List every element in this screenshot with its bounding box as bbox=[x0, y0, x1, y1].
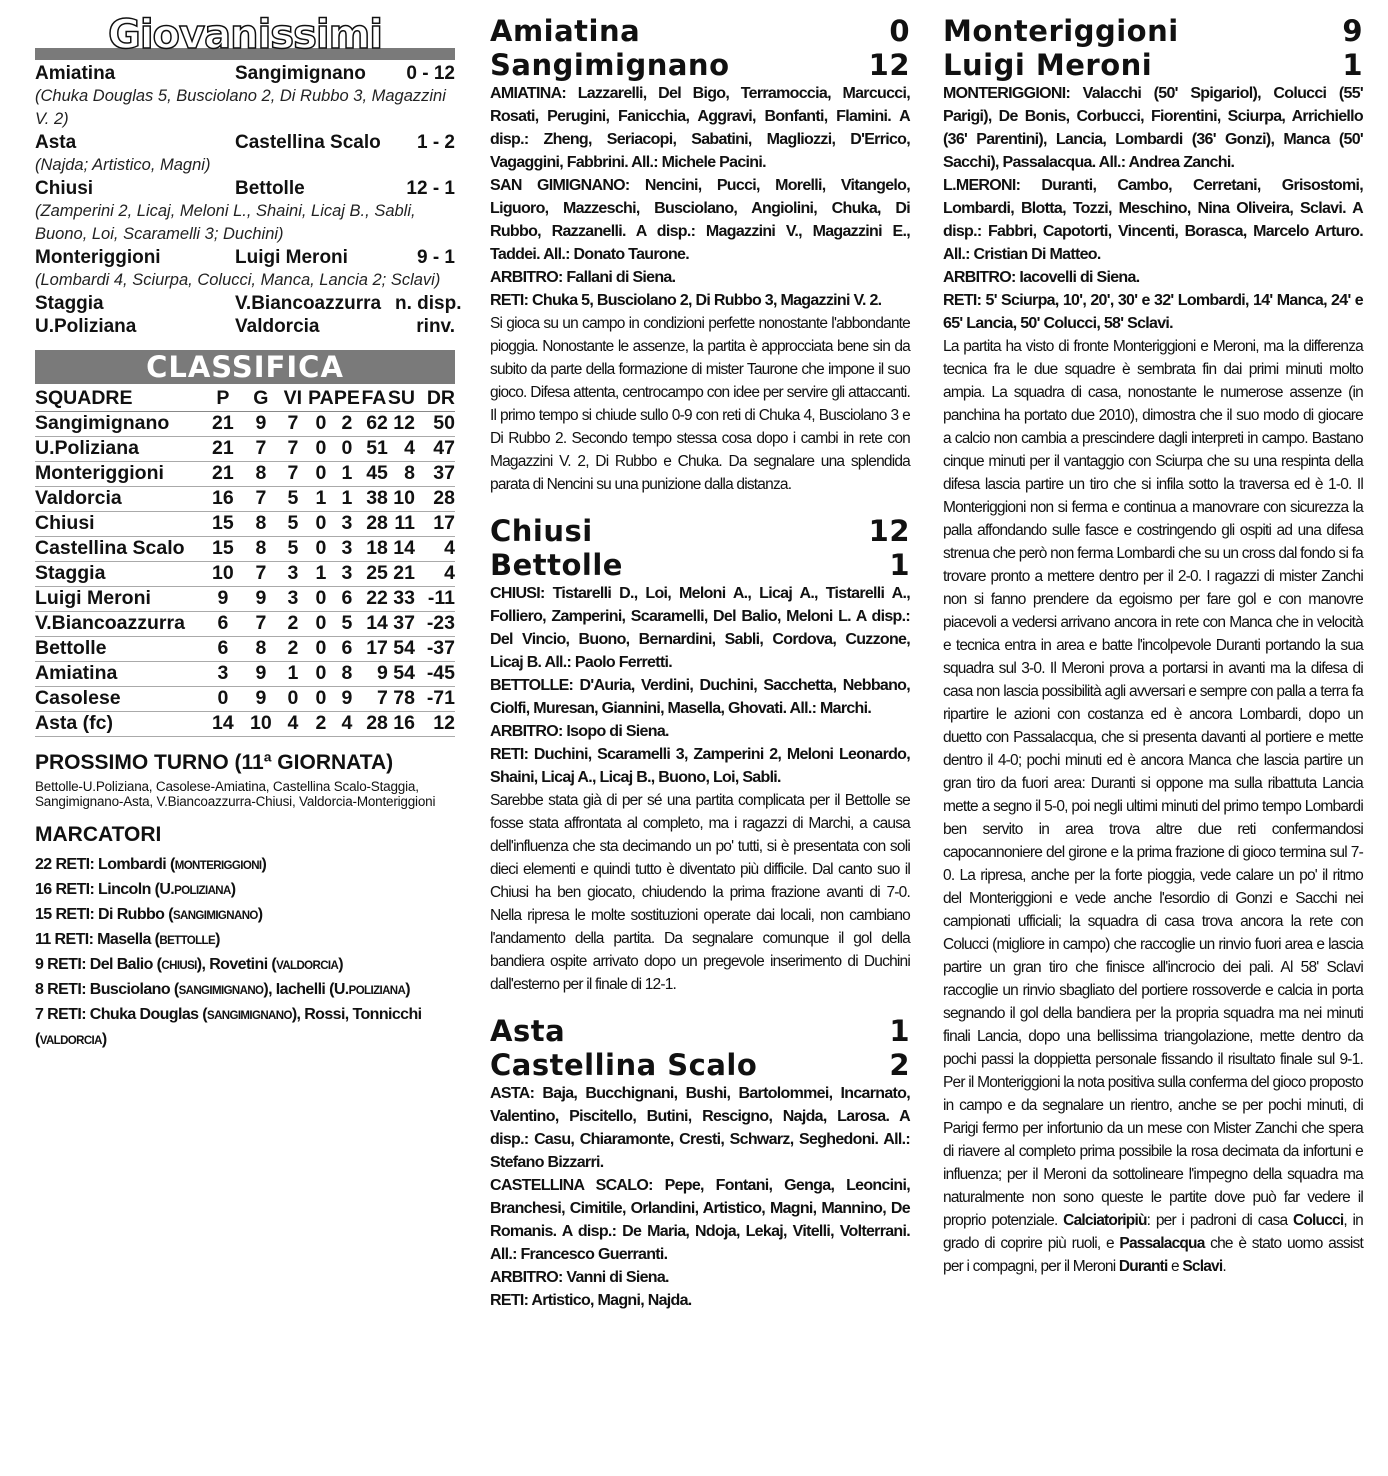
stat-cell: 8 bbox=[244, 536, 278, 561]
stat-cell: 1 bbox=[308, 486, 334, 511]
stat-cell: 3 bbox=[334, 511, 360, 536]
match-away-line bbox=[490, 1048, 910, 1082]
stat-cell: 1 bbox=[278, 661, 308, 686]
stat-cell: 8 bbox=[334, 661, 360, 686]
standings-row bbox=[35, 411, 455, 436]
scorer-text: 11 RETI: Masella ( bbox=[35, 930, 160, 948]
match-home-line bbox=[490, 14, 910, 48]
player-name: Duranti bbox=[1118, 1258, 1168, 1275]
away-team-name: Luigi Meroni bbox=[943, 48, 1153, 82]
stat-cell: 7 bbox=[278, 436, 308, 461]
report-body: , in grado di coprire più ruoli, e bbox=[943, 1212, 1363, 1252]
home-team-name: Amiatina bbox=[490, 14, 641, 48]
lineup-text: SAN GIMIGNANO: Nencini, Pucci, Morelli, Vitangelo, Liguoro, Mazzeschi, Busciolano, Angiolini, Chuka, Di Rubbo, Razzanelli. A disp.: Magazzini V., Magazzini E., Taddei. All.: Donato Taurone. bbox=[490, 177, 910, 263]
stat-cell: 14 bbox=[360, 611, 388, 636]
stat-cell: 17 bbox=[360, 636, 388, 661]
scorer-text: ) bbox=[101, 1030, 107, 1048]
match-score: 0 - 12 bbox=[406, 63, 455, 84]
match-away-line bbox=[490, 48, 910, 82]
stat-cell: 8 bbox=[244, 511, 278, 536]
middle-column bbox=[490, 14, 910, 1330]
stat-cell: 2 bbox=[278, 611, 308, 636]
away-team: Sangimignano bbox=[235, 63, 366, 84]
stat-cell: 50 bbox=[415, 411, 455, 436]
match-report bbox=[490, 514, 910, 996]
stat-cell: 47 bbox=[415, 436, 455, 461]
standings-row bbox=[35, 536, 455, 561]
giovanissimi-header bbox=[35, 14, 455, 62]
stat-cell: 3 bbox=[334, 561, 360, 586]
standings-row bbox=[35, 561, 455, 586]
standings-header-cell: G bbox=[244, 386, 278, 411]
stat-cell: 6 bbox=[202, 611, 244, 636]
standings-header-cell: P bbox=[202, 386, 244, 411]
stat-cell: 10 bbox=[388, 486, 415, 511]
stat-cell: 0 bbox=[308, 636, 334, 661]
stat-cell: 21 bbox=[388, 561, 415, 586]
stat-cell: 3 bbox=[278, 586, 308, 611]
stat-cell: -37 bbox=[415, 636, 455, 661]
stat-cell: 2 bbox=[278, 636, 308, 661]
scorer-text: ) bbox=[338, 955, 343, 973]
result-row bbox=[35, 62, 455, 85]
standings-row bbox=[35, 461, 455, 486]
lineup-text: BETTOLLE: D'Auria, Verdini, Duchini, Sacchetta, Nebbano, Ciolfi, Muresan, Giannini, Masella, Ghovati. All.: Marchi. bbox=[490, 677, 910, 717]
left-column bbox=[35, 12, 462, 1053]
lineup-text: CASTELLINA SCALO: Pepe, Fontani, Genga, Leoncini, Branchesi, Cimitile, Orlandini, Artistico, Magni, Mannino, De Romanis. A disp.: De Maria, Ndoja, Lekaj, Vitelli, Volterrani. All.: Francesco Guerranti. bbox=[490, 1177, 910, 1263]
stat-cell: 16 bbox=[202, 486, 244, 511]
stat-cell: 28 bbox=[415, 486, 455, 511]
scorer-text: ) bbox=[405, 980, 410, 998]
scorer-text: 9 RETI: Del Balio ( bbox=[35, 955, 162, 973]
player-name: Passalacqua bbox=[1119, 1235, 1205, 1252]
stat-cell: 45 bbox=[360, 461, 388, 486]
team-name: U.Poliziana bbox=[35, 436, 202, 461]
scorer-entry bbox=[35, 1003, 455, 1053]
stat-cell: 9 bbox=[334, 686, 360, 711]
standings-header-cell: SQUADRE bbox=[35, 386, 202, 411]
stat-cell: 37 bbox=[388, 611, 415, 636]
home-team: Monteriggioni bbox=[35, 247, 161, 268]
report-body: Sarebbe stata già di per sé una partita complicata per il Bettolle se fosse stata affrontata al completo, ma i ragazzi di Marchi, a causa dell'influenza che sta decimando un po' tutti, si è presentata con soli dieci elementi e quindi tutto è diventato più difficile. Dal canto suo il Chiusi ha ben giocato, chiudendo la prima frazione avanti di 7-0. Nella ripresa le molte sostituzioni operate dai locali, non cambiano l'andamento della partita. Da segnalare comunque il gol della bandiera ospite arrivato dopo un pregevole inserimento di Duchini dall'esterno per il finale di 12-1. bbox=[490, 792, 910, 993]
next-round-title: PROSSIMO TURNO (11ª GIORNATA) bbox=[35, 750, 394, 774]
stat-cell: 28 bbox=[360, 511, 388, 536]
stat-cell: 3 bbox=[278, 561, 308, 586]
section-title: Giovanissimi bbox=[108, 12, 382, 58]
report-body: : per i padroni di casa bbox=[1146, 1212, 1293, 1229]
scorer-entry bbox=[35, 953, 455, 978]
stat-cell: 6 bbox=[202, 636, 244, 661]
standings-row bbox=[35, 711, 455, 736]
scorer-text: 8 RETI: Busciolano ( bbox=[35, 980, 179, 998]
stat-cell: 21 bbox=[202, 411, 244, 436]
standings-row bbox=[35, 686, 455, 711]
stat-cell: 0 bbox=[278, 686, 308, 711]
stat-cell: 17 bbox=[415, 511, 455, 536]
report-text bbox=[490, 312, 910, 496]
away-score: 1 bbox=[1342, 48, 1363, 82]
result-scorers: (Lombardi 4, Sciurpa, Colucci, Manca, Lancia 2; Sclavi) bbox=[35, 271, 441, 289]
stat-cell: 8 bbox=[244, 461, 278, 486]
scorer-entry bbox=[35, 928, 455, 953]
away-team-name: Castellina Scalo bbox=[490, 1048, 758, 1082]
stat-cell: 0 bbox=[308, 411, 334, 436]
stat-cell: 5 bbox=[278, 536, 308, 561]
home-score: 1 bbox=[889, 1014, 910, 1048]
stat-cell: 10 bbox=[244, 711, 278, 736]
match-score: 9 - 1 bbox=[416, 247, 455, 268]
match-score: n. disp. bbox=[395, 293, 462, 314]
lineup-text: RETI: Chuka 5, Busciolano 2, Di Rubbo 3, Magazzini V. 2. bbox=[490, 292, 882, 309]
stat-cell: 4 bbox=[278, 711, 308, 736]
classifica-title: CLASSIFICA bbox=[35, 350, 455, 384]
stat-cell: 4 bbox=[415, 536, 455, 561]
result-row bbox=[35, 315, 455, 338]
standings-header-cell: DR bbox=[415, 386, 455, 411]
lineup-text: RETI: 5' Sciurpa, 10', 20', 30' e 32' Lombardi, 14' Manca, 24' e 65' Lancia, 50' Colucci, 58' Sclavi. bbox=[943, 292, 1363, 332]
scorer-entry bbox=[35, 978, 455, 1003]
team-name: Casolese bbox=[35, 686, 202, 711]
away-team: V.Biancoazzurra bbox=[235, 293, 382, 314]
home-team: Staggia bbox=[35, 293, 104, 314]
stat-cell: 10 bbox=[202, 561, 244, 586]
standings-header-cell: SU bbox=[388, 386, 415, 411]
lineup-text: ARBITRO: Iacovelli di Siena. bbox=[943, 269, 1140, 286]
stat-cell: 2 bbox=[308, 711, 334, 736]
lineup-text: L.MERONI: Duranti, Cambo, Cerretani, Grisostomi, Lombardi, Blotta, Tozzi, Meschino, Nina Oliveira, Sclavi. A disp.: Fabbri, Capotorti, Vincenti, Borasca, Marcelo Arturo. All.: Cristian Di Matteo. bbox=[943, 177, 1363, 263]
away-score: 2 bbox=[889, 1048, 910, 1082]
stat-cell: 18 bbox=[360, 536, 388, 561]
team-name: Monteriggioni bbox=[35, 461, 202, 486]
standings-row bbox=[35, 586, 455, 611]
result-row bbox=[35, 292, 462, 315]
stat-cell: 78 bbox=[388, 686, 415, 711]
scorer-team: POLIZIANA bbox=[348, 984, 406, 997]
scorer-team: VALDORCIA bbox=[276, 959, 339, 972]
stat-cell: 7 bbox=[244, 611, 278, 636]
match-home-line bbox=[490, 1014, 910, 1048]
match-score: rinv. bbox=[416, 316, 455, 337]
next-round-text: Bettolle-U.Poliziana, Casolese-Amiatina, Castellina Scalo-Staggia, Sangimignano-Asta, V.Biancoazzurra-Chiusi, Valdorcia-Monteriggioni bbox=[35, 778, 436, 809]
lineup-text: ARBITRO: Isopo di Siena. bbox=[490, 723, 669, 740]
scorer-team: POLIZIANA bbox=[174, 884, 231, 897]
scorer-text: ), Rossi, Tonnicchi ( bbox=[35, 1005, 422, 1048]
scorer-text: 16 RETI: Lincoln (U. bbox=[35, 880, 175, 898]
team-name: Amiatina bbox=[35, 661, 202, 686]
stat-cell: 1 bbox=[334, 461, 360, 486]
lineup-text: CHIUSI: Tistarelli D., Loi, Meloni A., Licaj A., Tistarelli A., Folliero, Zamperini, Scaramelli, Del Balio, Meloni L. A disp.: Del Vincio, Buono, Bernardini, Sabli, Cordova, Cuzzone, Licaj B. All.: Paolo Ferretti. bbox=[490, 585, 910, 671]
stat-cell: 0 bbox=[308, 511, 334, 536]
standings-header-cell: VI bbox=[278, 386, 308, 411]
standings-header-cell: PA bbox=[308, 386, 334, 411]
match-home-line bbox=[490, 514, 910, 548]
stat-cell: 1 bbox=[308, 561, 334, 586]
player-name: Colucci bbox=[1292, 1212, 1344, 1229]
team-name: Bettolle bbox=[35, 636, 202, 661]
stat-cell: 54 bbox=[388, 661, 415, 686]
home-team: Chiusi bbox=[35, 178, 94, 199]
home-team: U.Poliziana bbox=[35, 316, 137, 337]
match-report bbox=[490, 1014, 910, 1312]
stat-cell: 8 bbox=[388, 461, 415, 486]
stat-cell: 0 bbox=[308, 686, 334, 711]
scorer-text: ), Rovetini ( bbox=[196, 955, 277, 973]
away-team-name: Bettolle bbox=[490, 548, 623, 582]
stat-cell: 7 bbox=[244, 436, 278, 461]
stat-cell: 0 bbox=[308, 586, 334, 611]
report-body: La partita ha visto di fronte Monteriggioni e Meroni, ma la differenza tecnica fra le due squadre è sembrata fin dai primi minuti molto ampia. La squadra di casa, nonostante le numerose assenze (in panchina ha portato due 2010), dimostra che il suo modo di giocare a calcio non cambia a prescindere dagli interpreti in campo. Bastano cinque minuti per il vantaggio con Sciurpa che su una respinta della difesa lascia partire un tiro che si infila sotto la traversa ed è 1-0. Il Monteriggioni non si ferma e continua a manovrare con sicurezza la palla affondando sulle fasce e costringendo gli ospiti ad una difesa strenua che però non ferma Lombardi che su un cross dal fondo si fa trovare pronto a mettere dentro per il 2-0. I ragazzi di mister Zanchi non si fanno prendere da egoismo per fare gol e con manovre piacevoli a vedersi arrivano ancora in rete con Manca che in velocità e tecnica entra in area e batte l'incolpevole Duranti portando la sua squadra sul 3-0. Il Meroni prova a portarsi in avanti ma la difesa di casa non lascia possibilità agli avversari e sempre con palla a terra fa ripartire le azioni con costanza ed è ancora Lombardi, dopo un duetto con Passalacqua, che si presenta davanti al portiere e mette dentro il 4-0; pochi minuti ed è ancora Manca che lascia partire un gran tiro da fuori area: Duranti si oppone ma sulla ribattuta Lancia mette a segno il 5-0, poi negli ultimi minuti del primo tempo Lombardi ben servito in area trova altre due reti confermandosi capocannoniere del girone e la prima frazione di gioco termina sul 7-0. La ripresa, anche per la forte pioggia, vede calare un po' il ritmo del Monteriggioni e vede anche l'esordio di Gonzi e Sacchi nei campionati ufficiali; la squadra di casa trova ancora la rete con Colucci (migliore in campo) che raccoglie un rinvio fuori area e lascia partire un gran tiro che finisce all'incrocio dei pali. Al 58' Sclavi raccoglie un rinvio sbagliato del portiere rossoverde e calcia in porta segnando il gol della bandiera per la propria squadra ma nei minuti finali Lancia, dopo una bellissima triangolazione, mette dentro da pochi passi la doppietta personale fissando il risultato finale sul 9-1. Per il Monteriggioni la nota positiva sulla conferma del gioco proposto in campo e da segnalare un rientro, anche se per pochi minuti, di Parigi fermo per infortunio da un mese con Mister Zanchi che spera di riavere al completo prima possibile la rosa decimata da infortuni e influenza; per il Meroni da sottolineare l'impegno della squadra ma naturalmente non sono queste le partite dove può far vedere il proprio potenziale. bbox=[943, 338, 1363, 1229]
scorer-text: ) bbox=[230, 880, 236, 898]
stat-cell: -71 bbox=[415, 686, 455, 711]
scorer-team: VALDORCIA bbox=[39, 1034, 102, 1047]
standings-header-row bbox=[35, 386, 455, 411]
standings-row bbox=[35, 661, 455, 686]
scorer-text: 22 RETI: Lombardi ( bbox=[35, 855, 175, 873]
stat-cell: -45 bbox=[415, 661, 455, 686]
report-body: che è stato uomo assist per i compagni, per il Meroni bbox=[943, 1235, 1363, 1275]
lineup-text: RETI: Artistico, Magni, Najda. bbox=[490, 1292, 692, 1309]
scorer-entry bbox=[35, 853, 455, 878]
match-report bbox=[490, 14, 910, 496]
match-away-line bbox=[943, 48, 1363, 82]
stat-cell: 6 bbox=[334, 636, 360, 661]
stat-cell: 33 bbox=[388, 586, 415, 611]
stat-cell: 25 bbox=[360, 561, 388, 586]
team-name: Valdorcia bbox=[35, 486, 202, 511]
scorer-text: ), Iachelli (U. bbox=[263, 980, 349, 998]
stat-cell: 14 bbox=[388, 536, 415, 561]
away-team: Valdorcia bbox=[235, 316, 320, 337]
home-team: Asta bbox=[35, 132, 77, 153]
team-name: Staggia bbox=[35, 561, 202, 586]
team-name: Luigi Meroni bbox=[35, 586, 202, 611]
lineup-text: RETI: Duchini, Scaramelli 3, Zamperini 2, Meloni Leonardo, Shaini, Licaj A., Licaj B., Buono, Loi, Sabli. bbox=[490, 746, 910, 786]
home-team-name: Chiusi bbox=[490, 514, 593, 548]
stat-cell: 15 bbox=[202, 511, 244, 536]
match-score: 12 - 1 bbox=[406, 178, 455, 199]
home-score: 9 bbox=[1342, 14, 1363, 48]
stat-cell: 9 bbox=[244, 686, 278, 711]
scorer-text: ) bbox=[261, 855, 267, 873]
stat-cell: 0 bbox=[334, 436, 360, 461]
scorer-text: 15 RETI: Di Rubbo ( bbox=[35, 905, 173, 923]
team-name: Chiusi bbox=[35, 511, 202, 536]
match-away-line bbox=[490, 548, 910, 582]
stat-cell: 3 bbox=[202, 661, 244, 686]
stat-cell: 9 bbox=[244, 661, 278, 686]
scorer-team: MONTERIGGIONI bbox=[174, 859, 262, 872]
home-team: Amiatina bbox=[35, 63, 116, 84]
lineup-text: ARBITRO: Vanni di Siena. bbox=[490, 1269, 669, 1286]
stat-cell: 0 bbox=[308, 436, 334, 461]
home-score: 12 bbox=[868, 514, 910, 548]
stat-cell: 7 bbox=[244, 561, 278, 586]
away-team: Castellina Scalo bbox=[235, 132, 381, 153]
stat-cell: 4 bbox=[415, 561, 455, 586]
stat-cell: 1 bbox=[334, 486, 360, 511]
stat-cell: 16 bbox=[388, 711, 415, 736]
right-column bbox=[943, 14, 1363, 1296]
stat-cell: 21 bbox=[202, 436, 244, 461]
stat-cell: 9 bbox=[244, 411, 278, 436]
stat-cell: 7 bbox=[278, 411, 308, 436]
stat-cell: 2 bbox=[334, 411, 360, 436]
match-home-line bbox=[943, 14, 1363, 48]
scorer-team: CHIUSI bbox=[161, 959, 197, 972]
report-body: e bbox=[1167, 1258, 1183, 1275]
stat-cell: 5 bbox=[278, 511, 308, 536]
team-name: Sangimignano bbox=[35, 411, 202, 436]
stat-cell: 5 bbox=[278, 486, 308, 511]
stat-cell: 22 bbox=[360, 586, 388, 611]
highlight-label: Calciatoripiù bbox=[1063, 1212, 1147, 1229]
stat-cell: -11 bbox=[415, 586, 455, 611]
report-body: . bbox=[1222, 1258, 1226, 1275]
team-name: V.Biancoazzurra bbox=[35, 611, 202, 636]
standings-body bbox=[35, 411, 455, 736]
stat-cell: 15 bbox=[202, 536, 244, 561]
standings-table bbox=[35, 386, 455, 737]
result-scorers: (Najda; Artistico, Magni) bbox=[35, 156, 211, 174]
scorer-entry bbox=[35, 903, 455, 928]
report-body: Si gioca su un campo in condizioni perfette nonostante l'abbondante pioggia. Nonostante le assenze, la partita è approcciata bene sin da subito da parte della formazione di mister Taurone che impone il suo gioco. Difesa attenta, centrocampo con idee per servire gli attaccanti. Il primo tempo si chiude sullo 0-9 con reti di Chuka 4, Busciolano 3 e Di Rubbo 2. Secondo tempo stessa cosa dopo i cambi in rete con Magazzini V. 2, Di Rubbo e Chuka. Da segnalare una splendida parata di Nencini su una punizione dalla distanza. bbox=[490, 315, 910, 493]
standings-row bbox=[35, 486, 455, 511]
stat-cell: 37 bbox=[415, 461, 455, 486]
scorer-text: 7 RETI: Chuka Douglas ( bbox=[35, 1005, 207, 1023]
stat-cell: 0 bbox=[308, 611, 334, 636]
stat-cell: 28 bbox=[360, 711, 388, 736]
home-team-name: Monteriggioni bbox=[943, 14, 1179, 48]
team-name: Asta (fc) bbox=[35, 711, 202, 736]
scorer-team: SANGIMIGNANO bbox=[207, 1009, 292, 1022]
stat-cell: 9 bbox=[244, 586, 278, 611]
lineup-text: ASTA: Baja, Bucchignani, Bushi, Bartolommei, Incarnato, Valentino, Piscitello, Butini, Rescigno, Najda, Larosa. A disp.: Casu, Chiaramonte, Cresti, Schwarz, Seghedoni. All.: Stefano Bizzarri. bbox=[490, 1085, 910, 1171]
match-score: 1 - 2 bbox=[416, 132, 455, 153]
lineup-text: AMIATINA: Lazzarelli, Del Bigo, Terramoccia, Marcucci, Rosati, Perugini, Fanicchia, Aggravi, Bonfanti, Flamini. A disp.: Zheng, Seriacopi, Sabatini, Magliozzi, D'Errico, Vagaggini, Fabbrini. All.: Michele Pacini. bbox=[490, 85, 910, 171]
standings-header-cell: PE bbox=[334, 386, 360, 411]
stat-cell: 0 bbox=[202, 686, 244, 711]
away-team: Bettolle bbox=[235, 178, 305, 199]
stat-cell: 7 bbox=[278, 461, 308, 486]
standings-row bbox=[35, 636, 455, 661]
report-text bbox=[490, 789, 910, 996]
marcatori-title: MARCATORI bbox=[35, 822, 162, 846]
stat-cell: 21 bbox=[202, 461, 244, 486]
away-score: 1 bbox=[889, 548, 910, 582]
scorer-entry bbox=[35, 878, 455, 903]
stat-cell: 7 bbox=[360, 686, 388, 711]
scorer-text: ) bbox=[215, 930, 220, 948]
lineup-text: ARBITRO: Fallani di Siena. bbox=[490, 269, 676, 286]
result-row bbox=[35, 131, 455, 154]
stat-cell: 62 bbox=[360, 411, 388, 436]
match-report bbox=[943, 14, 1363, 1278]
stat-cell: 6 bbox=[334, 586, 360, 611]
stat-cell: 8 bbox=[244, 636, 278, 661]
player-name: Sclavi bbox=[1182, 1258, 1223, 1275]
result-row bbox=[35, 246, 455, 269]
stat-cell: 4 bbox=[334, 711, 360, 736]
stat-cell: 14 bbox=[202, 711, 244, 736]
standings-row bbox=[35, 511, 455, 536]
results-list bbox=[35, 62, 462, 338]
stat-cell: -23 bbox=[415, 611, 455, 636]
stat-cell: 12 bbox=[388, 411, 415, 436]
stat-cell: 54 bbox=[388, 636, 415, 661]
away-score: 12 bbox=[868, 48, 910, 82]
stat-cell: 9 bbox=[360, 661, 388, 686]
scorer-team: SANGIMIGNANO bbox=[172, 909, 258, 922]
result-row bbox=[35, 177, 455, 200]
stat-cell: 38 bbox=[360, 486, 388, 511]
scorer-team: BETTOLLE bbox=[159, 934, 216, 947]
stat-cell: 0 bbox=[308, 661, 334, 686]
stat-cell: 5 bbox=[334, 611, 360, 636]
stat-cell: 12 bbox=[415, 711, 455, 736]
lineup-text: MONTERIGGIONI: Valacchi (50' Spigariol), Colucci (55' Parigi), De Bonis, Corbucci, Fiorentini, Sciurpa, Arrichiello (36' Parentini), Lancia, Lombardi (36' Gonzi), Manca (50' Sacchi), Passalacqua. All.: Andrea Zanchi. bbox=[943, 85, 1363, 171]
standings-row bbox=[35, 436, 455, 461]
home-team-name: Asta bbox=[490, 1014, 566, 1048]
standings-row bbox=[35, 611, 455, 636]
team-name: Castellina Scalo bbox=[35, 536, 202, 561]
stat-cell: 4 bbox=[388, 436, 415, 461]
result-scorers: (Zamperini 2, Licaj, Meloni L., Shaini, Licaj B., Sabli, Buono, Loi, Scaramelli 3; Duchini) bbox=[35, 202, 416, 243]
stat-cell: 11 bbox=[388, 511, 415, 536]
away-team: Luigi Meroni bbox=[235, 247, 348, 268]
stat-cell: 51 bbox=[360, 436, 388, 461]
stat-cell: 9 bbox=[202, 586, 244, 611]
result-scorers: (Chuka Douglas 5, Busciolano 2, Di Rubbo 3, Magazzini V. 2) bbox=[35, 87, 446, 128]
report-text bbox=[943, 335, 1363, 1278]
marcatori-list bbox=[35, 853, 455, 1053]
scorer-text: ) bbox=[257, 905, 263, 923]
standings-header-cell: FA bbox=[360, 386, 388, 411]
scorer-team: SANGIMIGNANO bbox=[178, 984, 264, 997]
stat-cell: 0 bbox=[308, 461, 334, 486]
home-score: 0 bbox=[889, 14, 910, 48]
stat-cell: 0 bbox=[308, 536, 334, 561]
away-team-name: Sangimignano bbox=[490, 48, 730, 82]
stat-cell: 7 bbox=[244, 486, 278, 511]
stat-cell: 3 bbox=[334, 536, 360, 561]
